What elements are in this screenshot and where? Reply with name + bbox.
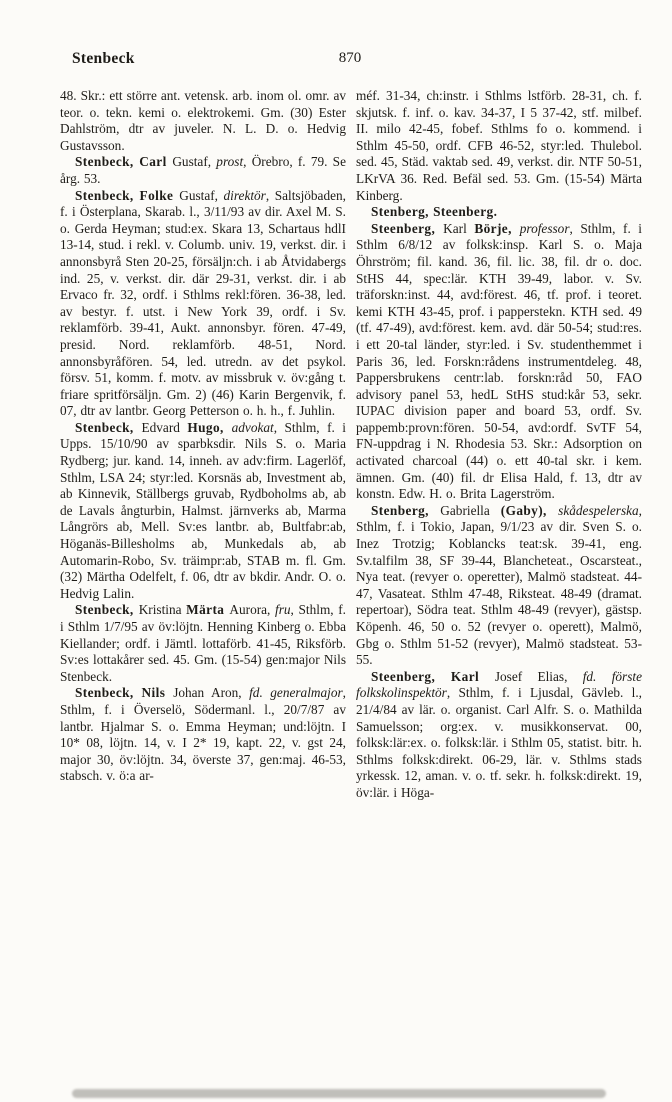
text-segment: , Sthlm, f. i Upps. 15/10/90 av sparbksdir. Nils S. o. Maria Rydberg; jur. kand. 14, inneh. av adv:firm. Lagerlöf, Sthlm, LSA 24; styr:led. Korsnäs ab, Investment ab, ab Kinnevik, Ställbergs gruvab, Rydboholms ab, ab de Lavals ångturbin, Halmst. järnverks ab, Marma Långrörs ab, Mell. Sv:es lantbr. ab, Bultfabr:ab, Höganäs-Billesholms ab, Munkedals ab, ab Automarin-Robo, Sv. träimpr:ab, STAB m. fl. Gm. (32) Märtha Odelfelt, f. 06, dtr av bkdir. Andr. O. o. Hedvig Lalin.: [60, 419, 346, 601]
text-segment: méf. 31-34, ch:instr. i Sthlms lstförb. 28-31, ch. f. skjutsk. f. inf. o. kav. 34-37, I 5 37-42, stf. milbef. II. milo 42-45, fobef. Sthlms fo o. kommend. i Sthlm 45-50, ordf. CFB 46-52, styr:led. Thulebol. sed. 45, Städ. vaktab sed. 49, verkst. dir. NTF 50-51, LKrVA 36. Red. Befäl sed. 53. Gm. (15-54) Märta Kinberg.: [356, 88, 642, 203]
text-segment: 48. Skr.: ett större ant. vetensk. arb. inom ol. omr. av teor. o. tekn. kemi o. elektrokemi. Gm. (30) Ester Dahlström, dtr av juveler. N. L. D. o. Hedvig Gustavsson.: [60, 88, 346, 153]
text-segment: Börje,: [474, 220, 520, 236]
entry-paragraph: [356, 221, 642, 503]
entry-paragraph: [60, 154, 346, 187]
header-keyword: Stenbeck: [72, 50, 135, 67]
text-segment: fd. generalmajor: [249, 685, 343, 701]
entry-paragraph: [60, 188, 346, 420]
text-segment: Stenbeck,: [75, 602, 139, 618]
text-segment: Karl: [443, 220, 475, 236]
text-segment: Aurora,: [229, 602, 276, 618]
scan-edge-shadow: [72, 1089, 606, 1098]
text-segment: Märta: [186, 602, 230, 618]
text-segment: Edvard: [141, 419, 188, 435]
entry-paragraph: [356, 669, 642, 802]
text-segment: Josef Elias,: [494, 668, 583, 684]
text-segment: Stenbeck, Nils: [75, 685, 174, 701]
entry-paragraph: [356, 204, 642, 221]
text-segment: Steenberg,: [371, 220, 444, 236]
text-segment: Hugo,: [187, 419, 232, 435]
text-segment: advokat: [231, 419, 274, 435]
text-column-left: [60, 88, 346, 802]
text-segment: Stenbeck, Folke: [75, 187, 180, 203]
entry-paragraph: [60, 685, 346, 785]
running-head: [60, 50, 640, 68]
text-segment: Gustaf,: [172, 154, 217, 170]
text-column-right: [356, 88, 642, 802]
text-segment: (Gaby),: [500, 502, 559, 518]
text-segment: Johan Aron,: [173, 685, 250, 701]
text-segment: direktör: [223, 187, 266, 203]
text-segment: , Sthlm, f. i Tokio, Japan, 9/1/23 av dir. Sven S. o. Inez Trotzig; Koblancks teat:sk. 39-41, eng. Sv.talfilm 38, SF 39-44, Blancheteat., Oscarsteat., Nya teat. (revyer o. operetter), Malmö stadsteat. 44-47, Vasateat. Sthlm 47-48, Riksteat. 48-49 (dramat. repertoar), Södra teat. Sthlm 48-49 (revyer), gästsp. Köpenh. 46, 50 o. 52 (revyer o. operett), Malmö, Gbg o. Sthlm 51-52 (revyer), Malmö stadsteat. 53-55.: [356, 502, 642, 668]
text-segment: , Örebro, f. 79. Se årg. 53.: [60, 154, 346, 186]
text-segment: Stenbeck,: [75, 419, 142, 435]
text-segment: Gabriella: [440, 502, 501, 518]
text-segment: , Sthlm, f. i Ljusdal, Gävleb. l., 21/4/84 av lär. o. organist. Carl Alfr. S. o. Mathilda Samuelsson; org:ex. v. musikkonservat. 00, folksk:lär:ex. o. folksk:lär. i Sthlm 05, statist. bitr. h. Sthlms folksk:direkt. 06-29, lär. v. Sthlms stads yrkessk. 12, aman. v. o. tf. sekr. h. folksk:direkt. 19, öv:lär. i Höga-: [356, 685, 642, 800]
text-segment: fru: [275, 602, 291, 618]
page-number: 870: [338, 50, 362, 66]
text-segment: , Saltsjöbaden, f. i Österplana, Skarab. l., 3/11/93 av dir. Axel M. S. o. Gerda Heyman; stud:ex. Skara 13, Schartaus hdlI 13-14, stud. i rekl. v. Columb. univ. 19, verkst. dir. i annonsbyrå Sten 20-25, försäljn:ch. i ab Åtvidabergs ind. 25, v. verkst. dir. där 29-31, verkst. dir. i ab Ervaco fr. 32, ordf. i Sthlms rekl:fören. 36-38, led. av bestyr. f. utst. i New York 39, ordf. i Sv. reklamförb. 39-41, Aukt. annonsbyr. fören. 47-49, presid. Nord. reklamförb. 48-51, Nord. annonsbyråfören. 54, led. utredn. av det psykol. försv. 51, komm. f. motv. av missbruk v. öv:gång t. friare spritförsäljn. Gm. 2) (46) Karin Bergenvik, f. 07, dtr av lantbr. Georg Petterson o. h. h., f. Juhlin.: [60, 187, 346, 419]
text-segment: , Sthlm, f. i Överselö, Södermanl. l., 20/7/87 av lantbr. Hjalmar S. o. Emma Heyman; und:löjtn. I 10* 08, löjtn. 14, v. I 2* 19, kapt. 22, v. gst 24, major 30, öv:löjtn. 34, överste 37, gen:maj. 46-53, stabsch. v. ö:a ar-: [60, 685, 346, 784]
text-segment: , Sthlm, f. i Sthlm 6/8/12 av folksk:insp. Karl S. o. Maja Öhrström; fil. kand. 36, fil. lic. 38, fil. dr o. doc. StHS 44, spec:lär. KTH 39-49, labor. v. Sv. träforskn:inst. 44, avd:förest. 46, tf. prof. i teoret. kemi KTH 43-45, prof. i papperstekn. KTH sed. 49 (tf. 47-49), avd:förest. kem. avd. där 50-54; stud:res. i ett 20-tal länder, styr:led. i Sv. studenthemmet i Paris 36, led. Forskn:rådens instrumentdeleg. 48, Pappersbrukens centr:lab. forskn:råd 50, FAO advisory panel 53, hedL StHS stud:kår 53, sekr. IUPAC division paper and board 53, ordf. Sv. pappemb:provn:fören. 50-54, avd:ordf. SvTF 54, FN-uppdrag i N. Rhodesia 53. Skr.: Adsorption on activated charcoal (44) o. ett 40-tal skr. i kem. ämnen. Gm. (40) fil. dr Elisa Hald, f. 13, dtr av konstn. Edw. H. o. Brita Lagerström.: [356, 220, 643, 502]
entry-paragraph: [60, 602, 346, 685]
text-segment: Stenberg, Steenberg.: [371, 204, 498, 220]
text-segment: , Sthlm, f. i Sthlm 1/7/95 av öv:löjtn. Henning Kinberg o. Ebba Kiellander; ordf. i Jämtl. lottaförb. 41-45, Riksförb. Sv:es lottakårer sed. 45. Gm. (15-54) gen:major Nils Stenbeck.: [60, 602, 346, 684]
text-segment: prost: [216, 154, 244, 170]
entry-paragraph: [60, 420, 346, 603]
text-segment: Gustaf,: [179, 187, 224, 203]
text-segment: Steenberg, Karl: [371, 668, 495, 684]
text-segment: fd. förste folkskolinspektör: [356, 668, 642, 701]
entry-paragraph: [356, 88, 642, 204]
text-body: [60, 88, 642, 802]
text-segment: Kristina: [138, 602, 187, 618]
entry-paragraph: [356, 503, 642, 669]
text-segment: Stenbeck, Carl: [75, 154, 173, 170]
text-segment: Stenberg,: [371, 502, 441, 518]
text-segment: professor: [519, 220, 570, 236]
entry-paragraph: [60, 88, 346, 154]
text-segment: skådespelerska: [558, 502, 639, 518]
